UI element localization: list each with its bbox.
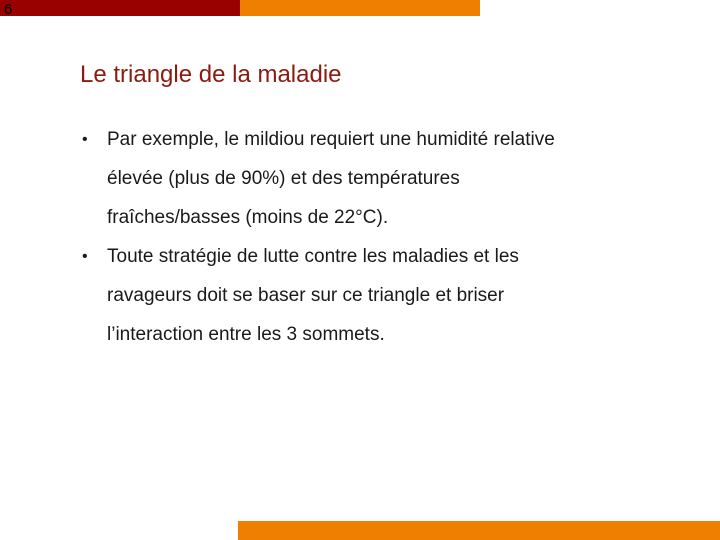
slide-number: 6 [4, 1, 13, 18]
bullet-dot-icon: • [82, 131, 88, 148]
bullet-item [82, 237, 682, 354]
bullet-line: Par exemple, le mildiou requiert une humidité relative [107, 129, 555, 150]
bullet-line: élevée (plus de 90%) et des températures [107, 168, 460, 189]
bullet-line: fraîches/basses (moins de 22°C). [107, 207, 389, 228]
slide-title: Le triangle de la maladie [80, 61, 342, 88]
bullet-item [82, 120, 682, 237]
bullet-dot-icon: • [82, 248, 88, 265]
bullet-line: l’interaction entre les 3 sommets. [107, 324, 385, 345]
bullet-line: Toute stratégie de lutte contre les maladies et les [107, 246, 519, 267]
bottom-orange-bar [238, 521, 720, 540]
bullet-line: ravageurs doit se baser sur ce triangle et briser [107, 285, 505, 306]
top-red-bar [0, 0, 240, 16]
bullet-list [82, 120, 682, 354]
top-orange-bar [240, 0, 480, 16]
